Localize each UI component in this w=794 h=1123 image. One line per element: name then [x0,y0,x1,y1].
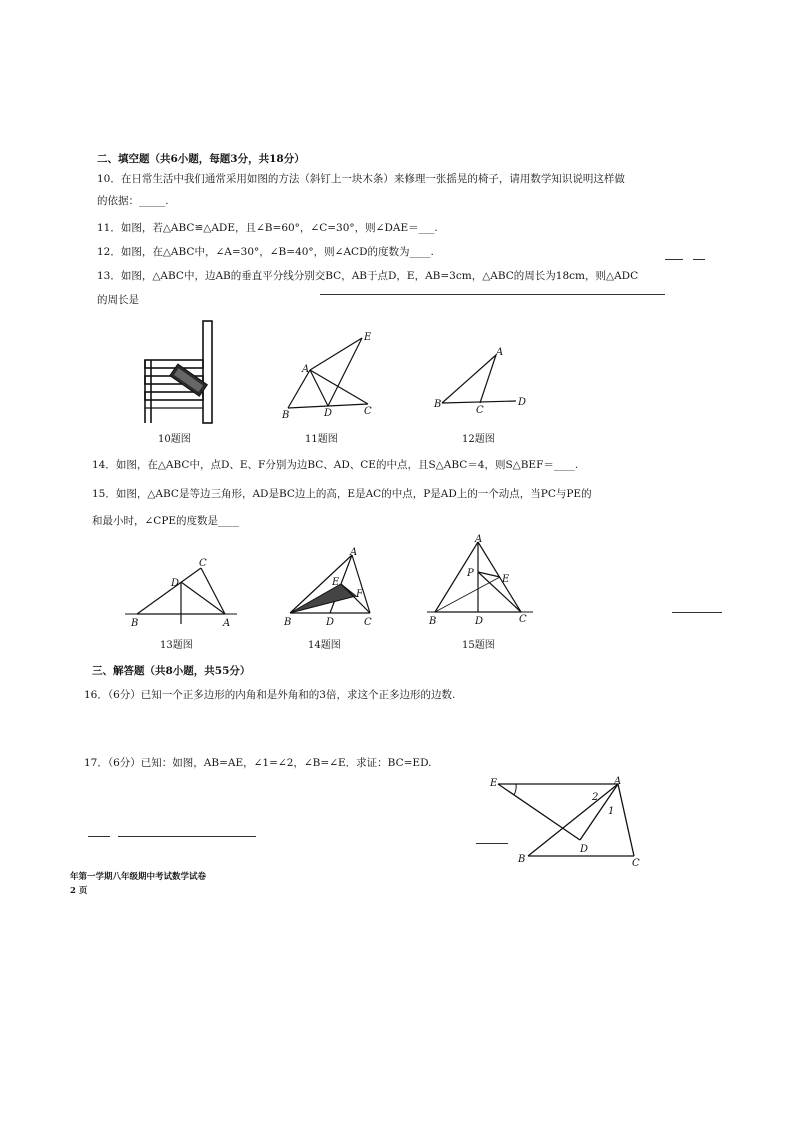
fig15-label-b: B [429,616,437,627]
question-16: 16．（6分）已知一个正多边形的内角和是外角和的3倍，求这个正多边形的边数. [84,689,456,701]
fig17-label-a: A [614,776,622,787]
question-13-line1: 13．如图，△ABC中，边AB的垂直平分线分别交BC，AB于点D，E，AB=3cm，△ABC的周长为18cm，则△ADC [97,270,639,282]
figure-11-caption: 11题图 [305,434,338,445]
fig15-label-c: C [519,614,527,625]
figure-13-triangle [125,556,240,628]
question-15-line1: 15．如图，△ABC是等边三角形，AD是BC边上的高，E是AC的中点，P是AD上的一个动点，当PC与PE的 [92,488,592,500]
figure-11-triangles [280,330,380,420]
fig11-label-d: D [324,408,333,419]
figure-12-caption: 12题图 [462,434,495,445]
scan-mark [88,836,110,837]
fig13-label-d: D [171,578,180,589]
fig17-label-1: 1 [608,806,615,817]
fig14-label-c: C [364,617,372,628]
question-15-line2: 和最小时，∠CPE的度数是____ [92,515,240,527]
question-10-line1: 10．在日常生活中我们通常采用如图的方法（斜钉上一块木条）来修理一张摇晃的椅子，请用数学知识说明这样做 [97,173,625,185]
fig12-label-d: D [518,397,527,408]
scan-mark [118,836,256,837]
question-12: 12．如图，在△ABC中，∠A=30°，∠B=40°，则∠ACD的度数为____. [97,246,434,258]
scan-mark [476,843,508,844]
fig17-label-b: B [518,854,526,865]
question-11: 11．如图，若△ABC≌△ADE，且∠B=60°，∠C=30°，则∠DAE＝___. [97,222,438,234]
figure-15-triangle [425,532,535,628]
question-17: 17．（6分）已知：如图，AB=AE，∠1=∠2，∠B=∠E．求证：BC=ED. [84,757,432,769]
fig11-label-a: A [302,364,310,375]
section-3-title: 三、解答题（共8小题，共55分） [92,665,251,677]
fig13-label-b: B [131,618,139,629]
fig17-label-e: E [490,778,498,789]
fig14-label-f: F [356,589,363,600]
fig15-label-d: D [475,616,484,627]
scan-mark [665,259,683,260]
figure-10-caption: 10题图 [158,434,191,445]
fig15-label-p: P [467,568,474,579]
question-14: 14．如图，在△ABC中，点D、E、F分别为边BC、AD、CE的中点，且S△ABC＝4，则S△BEF＝____. [92,459,579,471]
fig15-label-e: E [502,574,510,585]
fig12-label-c: C [476,405,484,416]
figure-17-triangles [488,774,648,870]
footer-page-number: 2 页 [70,886,88,896]
fig17-label-d: D [580,844,589,855]
fig14-label-e: E [332,577,340,588]
section-2-title: 二、填空题（共6小题，每题3分，共18分） [97,153,305,165]
scan-mark [672,612,722,613]
fig17-label-2: 2 [592,792,599,803]
fig12-label-b: B [434,399,442,410]
fig15-label-a: A [475,534,483,545]
figure-12-triangle [432,345,532,415]
footer-exam-title: 年第一学期八年级期中考试数学试卷 [70,872,207,882]
answer-line [320,294,665,295]
fig14-label-d: D [326,617,335,628]
figure-14-triangle [282,545,382,627]
fig14-label-b: B [284,617,292,628]
fig17-label-c: C [632,858,640,869]
scan-mark [693,259,705,260]
question-13-line2: 的周长是 [97,294,139,306]
fig12-label-a: A [496,347,504,358]
figure-13-caption: 13题图 [160,640,193,651]
figure-15-caption: 15题图 [462,640,495,651]
fig14-label-a: A [350,547,358,558]
fig11-label-e: E [364,332,372,343]
figure-10-chair [140,318,220,428]
fig11-label-b: B [282,410,290,421]
question-10-line2: 的依据：_____. [97,195,169,207]
fig13-label-a: A [223,618,231,629]
fig13-label-c: C [199,558,207,569]
fig11-label-c: C [364,406,372,417]
figure-14-caption: 14题图 [308,640,341,651]
